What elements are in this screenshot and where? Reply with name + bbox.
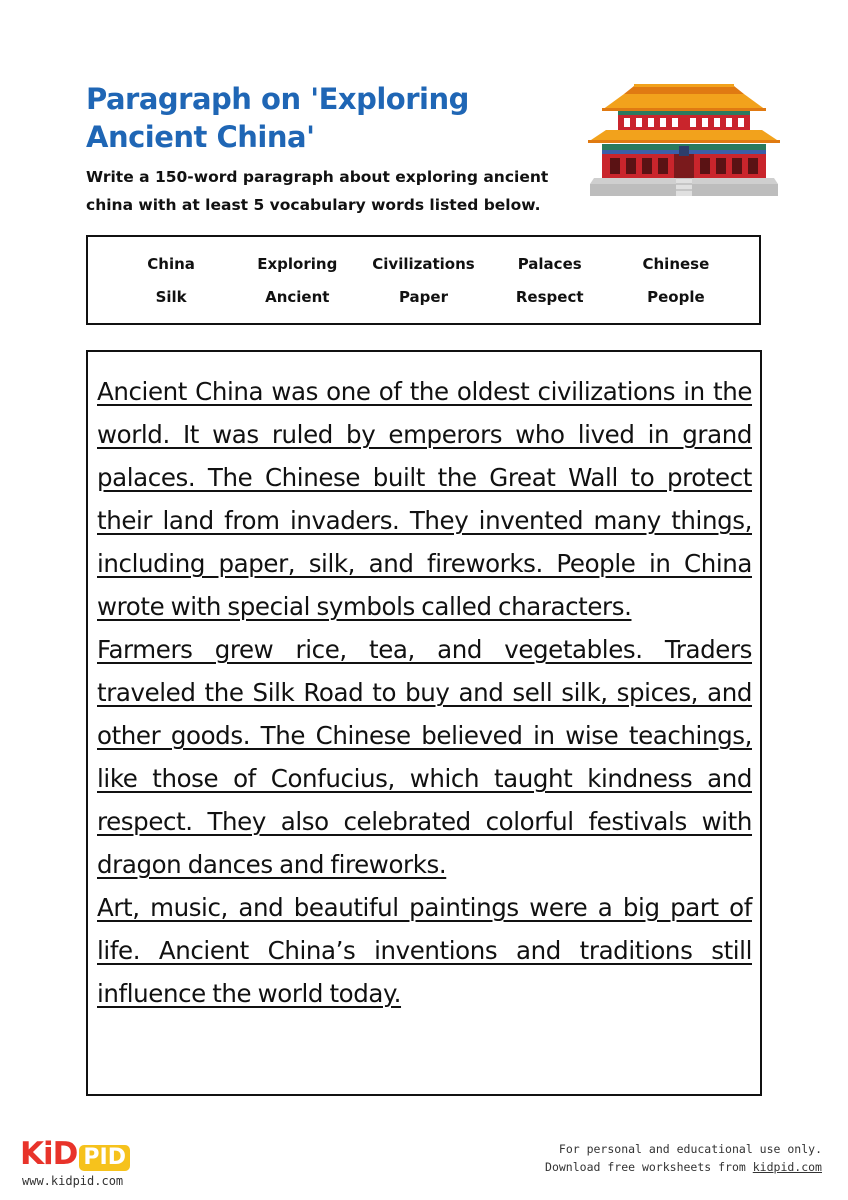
footer-line-1: For personal and educational use only. xyxy=(558,1142,822,1156)
paragraph-1: Ancient China was one of the oldest civilizations in the world. It was ruled by emperors who lived in grand palaces. The Chinese built the Great Wall to protect their land from invaders. They invented many things, including paper, silk, and fireworks. People in China wrote with special symbols called characters. xyxy=(97,377,752,621)
logo-url: www.kidpid.com xyxy=(22,1174,124,1188)
footer-note xyxy=(545,1140,822,1176)
footer-line-2-text: Download free worksheets from xyxy=(545,1160,753,1174)
vocab-word: Silk xyxy=(155,287,187,306)
paragraph-3: Art, music, and beautiful paintings were a big part of life. Ancient China’s inventions and traditions still influence the world today. xyxy=(97,893,752,1008)
vocab-word: Paper xyxy=(398,287,448,306)
logo-pid-text: PID xyxy=(79,1145,130,1171)
vocab-word: People xyxy=(647,287,705,306)
vocab-word: China xyxy=(147,254,195,273)
paragraph-2: Farmers grew rice, tea, and vegetables. Traders traveled the Silk Road to buy and sell silk, spices, and other goods. The Chinese believed in wise teachings, like those of Confucius, which taught kindness and respect. They also celebrated colorful festivals with dragon dances and fireworks. xyxy=(97,635,752,879)
paragraph-box xyxy=(86,350,762,1096)
worksheet-instructions: Write a 150-word paragraph about exploring ancient china with at least 5 vocabulary words listed below. xyxy=(86,168,549,214)
kidpid-logo xyxy=(20,1135,140,1188)
footer-line-2 xyxy=(545,1158,822,1176)
vocab-word: Respect xyxy=(515,287,584,306)
vocab-word: Civilizations xyxy=(372,254,475,273)
chinese-palace-icon xyxy=(588,80,780,198)
worksheet-title: Paragraph on 'Exploring Ancient China' xyxy=(86,82,469,154)
vocab-word: Palaces xyxy=(517,254,582,273)
vocab-word: Ancient xyxy=(265,287,330,306)
vocab-word: Chinese xyxy=(642,254,710,273)
vocabulary-box xyxy=(86,235,761,325)
vocab-word: Exploring xyxy=(257,254,338,273)
footer-link[interactable]: kidpid.com xyxy=(752,1160,822,1174)
logo-kid-text: KiD xyxy=(20,1136,78,1172)
